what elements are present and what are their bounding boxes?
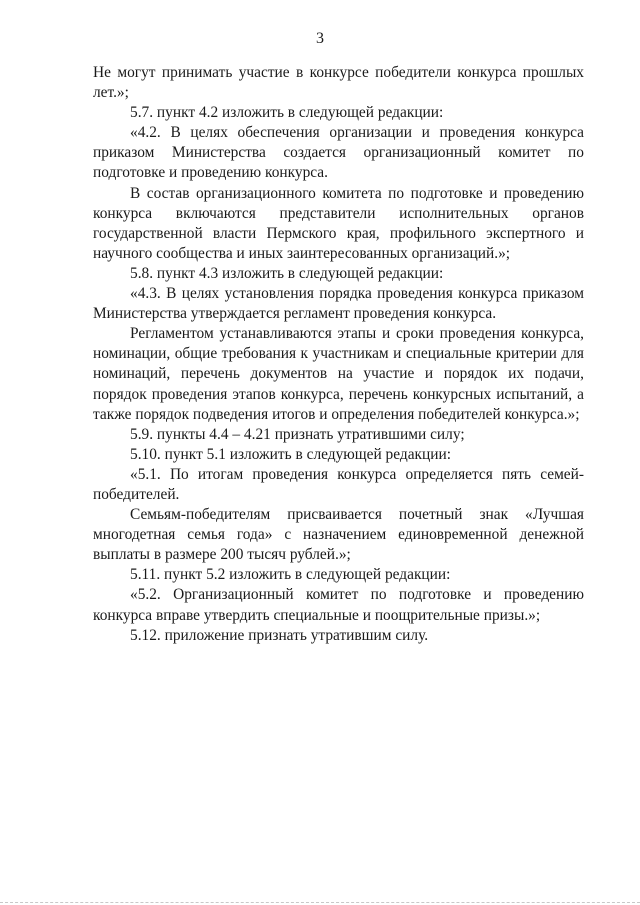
paragraph: «5.1. По итогам проведения конкурса определяется пять семей-победителей.	[93, 465, 584, 503]
paragraph: В состав организационного комитета по подготовке и проведению конкурса включаются представители исполнительных органов государственной власти Пермского края, профильного экспертного и научного сообщества и иных заинтересованных организаций.»;	[93, 184, 584, 262]
scan-edge-divider	[0, 902, 640, 903]
paragraph: «4.3. В целях установления порядка проведения конкурса приказом Министерства утверждается регламент проведения конкурса.	[93, 285, 584, 323]
paragraph: 5.7. пункт 4.2 изложить в следующей редакции:	[130, 104, 444, 122]
paragraph: «4.2. В целях обеспечения организации и проведения конкурса приказом Министерства создается организационный комитет по подготовке и проведению конкурса.	[93, 124, 584, 182]
paragraph: 5.11. пункт 5.2 изложить в следующей редакции:	[130, 566, 451, 584]
paragraph: 5.9. пункты 4.4 – 4.21 признать утратившими силу;	[130, 425, 465, 443]
paragraph: 5.10. пункт 5.1 изложить в следующей редакции:	[130, 445, 451, 463]
document-body	[93, 63, 584, 646]
page-number: 3	[316, 30, 324, 47]
paragraph: Семьям-победителям присваивается почетный знак «Лучшая многодетная семья года» с назначением единовременной денежной выплаты в размере 200 тысяч рублей.»;	[93, 506, 584, 564]
paragraph: 5.8. пункт 4.3 изложить в следующей редакции:	[130, 264, 444, 282]
paragraph: Не могут принимать участие в конкурсе победители конкурса прошлых лет.»;	[93, 64, 584, 102]
paragraph: Регламентом устанавливаются этапы и сроки проведения конкурса, номинации, общие требования к участникам и специальные критерии для номинаций, перечень документов на участие и порядок их подачи, порядок проведения этапов конкурса, перечень конкурсных испытаний, а также порядок подведения итогов и определения победителей конкурса.»;	[93, 325, 584, 423]
paragraph: «5.2. Организационный комитет по подготовке и проведению конкурса вправе утвердить специальные и поощрительные призы.»;	[93, 586, 584, 624]
paragraph: 5.12. приложение признать утратившим силу.	[130, 626, 429, 644]
